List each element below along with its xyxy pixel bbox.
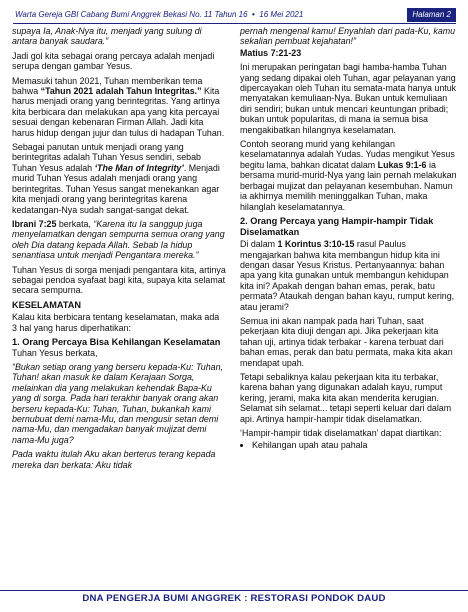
subsection-heading: 2. Orang Percaya yang Hampir-hampir Tidak Diselamatkan <box>240 215 434 237</box>
paragraph <box>12 142 226 215</box>
bible-reference: Matius 7:21-23 <box>240 47 302 58</box>
text: Sebagai panutan untuk menjadi orang yang berintegritas adalah Tuhan Yesus sendiri, sebab Tuhan Yesus adalah <box>12 142 201 173</box>
bible-quote: pernah mengenal kamu! Enyahlah dari pada-Ku, kamu sekalian pembuat kejahatan!” <box>240 26 456 47</box>
section-heading: KESELAMATAN <box>12 299 82 310</box>
paragraph: Ini merupakan peringatan bagi hamba-hamba Tuhan yang sedang dipakai oleh Tuhan, agar pelayanan yang dipercayakan oleh Tuhan itu semata-mata hanya untuk menyatakan kemuliaan-Nya. Bukan untuk kemuliaan diri sendiri; bukan untuk mencari keuntungan pribadi; bukan untuk popularitas, di mana ia semua bisa mengakibatkan hilangnya keselamatan. <box>240 62 457 135</box>
bible-quote: “Karena itu Ia sanggup juga menyelamatkan dengan sempurna semua orang yang oleh Dia datang kepada Allah. Sebab Ia hidup senantiasa untuk menjadi Pengantara mereka.” <box>12 218 225 261</box>
bible-quote: Pada waktu itulah Aku akan berterus terang kepada mereka dan berkata: Aku tidak <box>12 449 216 470</box>
paragraph: Kalau kita berbicara tentang keselamatan, maka ada 3 hal yang harus diperhatikan: <box>12 312 220 333</box>
text: berkata, <box>56 218 94 229</box>
bible-quote: “Bukan setiap orang yang berseru kepada-Ku: Tuhan, Tuhan! akan masuk ke dalam Kerajaan Sorga, melainkan dia yang melakukan kehendak Bapa-Ku yang di sorga. Pada hari terakhir banyak orang akan berseru kepada-Ku: Tuhan, Tuhan, bukankah kami bernubuat demi nama-Mu, dan mengusir setan demi nama-Mu, dan mengadakan banyak mujizat demi nama-Mu juga? <box>12 361 223 445</box>
paragraph <box>12 219 226 261</box>
bible-reference: Lukas 9:1-6 <box>377 159 427 170</box>
header-publication: Warta Gereja GBI Cabang Bumi Anggrek Bekasi No. 11 Tahun 16 <box>15 10 248 19</box>
header-date: 16 Mei 2021 <box>259 10 304 19</box>
paragraph: Tetapi sebaliknya kalau pekerjaan kita itu terbakar, karena bahan yang digunakan adalah kayu, rumput kering, jerami, maka kita akan menderita kerugian. Selamat sih selamat... tetapi seperti keluar dari dalam api. Artinya hampir-hampir tidak diselamatkan. <box>240 371 452 424</box>
text: Di dalam <box>240 239 278 250</box>
text: Contoh seorang murid yang kehilangan keselamatannya adalah Yudas. Yudas mengikut Yesus begitu lama, bahkan dicatat dalam <box>240 139 455 170</box>
list-item: • Kehilangan upah atau pahala <box>252 440 458 450</box>
left-column <box>12 26 226 474</box>
paragraph <box>240 239 458 312</box>
bullet-list <box>240 440 458 450</box>
paragraph: Tuhan Yesus di sorga menjadi pengantara kita, artinya sebagai pendoa syafaat bagi kita, supaya kita selamat secara sempurna. <box>12 264 226 296</box>
page-footer: DNA PENGERJA BUMI ANGGREK : RESTORASI PONDOK DAUD <box>0 590 468 607</box>
page-number-label: Halaman 2 <box>407 8 456 22</box>
text: ia bersama murid-murid-Nya yang lain pernah melakukan berbagai mujizat dan pelayanan kesembuhan. Namun ia akhirnya memilih meninggalkan Tuhan, maka hilanglah keselamatannya. <box>240 159 457 212</box>
bible-reference: Ibrani 7:25 <box>12 218 57 229</box>
theme-quote: “Tahun 2021 adalah Tahun Integritas.” <box>40 86 202 97</box>
subsection-heading: 1. Orang Percaya Bisa Kehilangan Keselamatan <box>12 337 221 348</box>
text: Kita harus menjadi orang yang berintegritas. Yang artinya kita berbicara dan melakukan apa yang kita percayai sesuai dengan kebenaran Firman Allah. Jadi kita harus hidup dengan jujur dan tulus di hadapan Tuhan. <box>12 86 225 138</box>
text: rasul Paulus mengajarkan bahwa kita membangun hidup kita ini dengan dasar Yesus Kristus. Pertanyaannya: bahan apa yang kita gunakan untuk membangun kehidupan kita ini? Apakah dengan bahan emas, perak, batu permata? Ataukah dengan bahan kayu, rumput kering, atau jerami? <box>240 239 455 312</box>
text: Memasuki tahun 2021, Tuhan memberikan tema bahwa <box>12 75 203 97</box>
page-header <box>13 8 456 24</box>
right-column <box>240 26 458 451</box>
paragraph <box>240 139 458 212</box>
paragraph: Jadi gol kita sebagai orang percaya adalah menjadi serupa dengan gambar Yesus. <box>12 50 215 72</box>
paragraph: ‘Hampir-hampir tidak diselamatkan’ dapat diartikan: <box>240 428 442 438</box>
text: . Menjadi murid Tuhan Yesus adalah menjadi orang yang berintegritas. Tuhan Yesus sangat menekankan agar kita menjadi orang yang berintegritas karena kedatangan-Nya sudah sangat-sangat dekat. <box>12 162 220 215</box>
paragraph: supaya Ia, Anak-Nya itu, menjadi yang sulung di antara banyak saudara.” <box>12 26 202 47</box>
paragraph <box>12 337 226 358</box>
paragraph: Semua ini akan nampak pada hari Tuhan, saat pekerjaan kita diuji dengan api. Jika pekerjaan kita tahan uji, artinya tidak terbakar - karena terbuat dari bahan emas, perak dan batu permata, maka kita akan mendapat upah. <box>240 315 453 368</box>
header-bullet: • <box>252 10 255 19</box>
emphasis: ‘The Man of Integrity’ <box>94 162 184 173</box>
bible-reference: 1 Korintus 3:10-15 <box>277 239 355 250</box>
paragraph <box>12 76 226 138</box>
header-publication-info <box>15 10 303 19</box>
text: Tuhan Yesus berkata, <box>12 347 98 358</box>
